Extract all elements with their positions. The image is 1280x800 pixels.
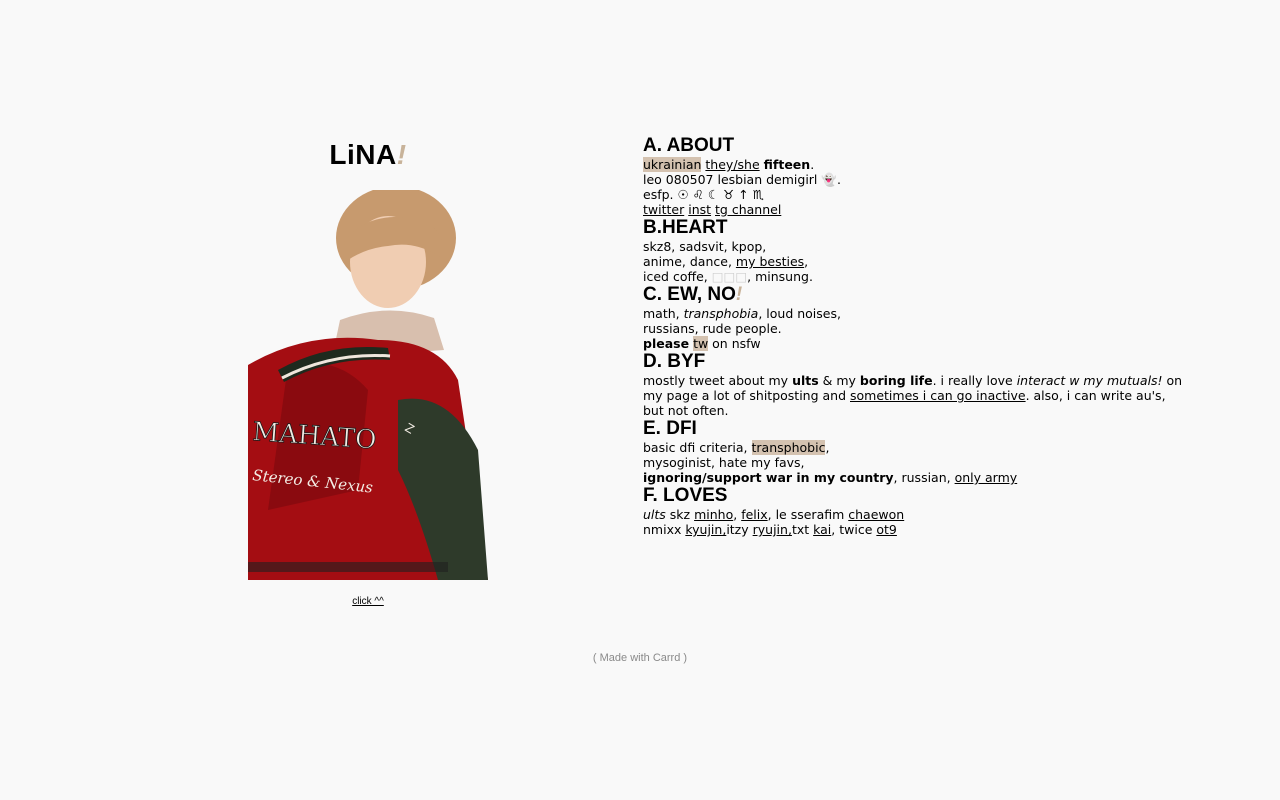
ryujin-link[interactable]: ryujin, — [752, 522, 792, 537]
dfi-line-3: ignoring/support war in my country, russian, only army — [643, 470, 1018, 485]
about-heading: A. ABOUT — [643, 135, 735, 156]
heart-heading: B.HEART — [643, 217, 728, 238]
telegram-link[interactable]: tg channel — [715, 202, 782, 217]
profile-name — [248, 138, 488, 172]
footer-label[interactable]: ( Made with Carrd ) — [592, 652, 688, 664]
chaewon-link[interactable]: chaewon — [848, 507, 905, 522]
only-army-link[interactable]: only army — [954, 470, 1018, 485]
svg-text:MAHATO: MAHATO — [251, 417, 378, 456]
svg-text:Stereo & Nexus: Stereo & Nexus — [251, 466, 374, 497]
nationality-badge: ukrainian — [643, 157, 702, 172]
heart-line-1: skz8, sadsvit, kpop, — [643, 239, 767, 254]
minho-link[interactable]: minho — [694, 507, 734, 522]
tw-badge: tw — [693, 336, 709, 351]
byf-paragraph: mostly tweet about my ults & my boring life. i really love interact w my mutuals! on my page a lot of shitposting and sometimes i can go inactive. also, i can write au's, but not often. — [643, 373, 1183, 418]
dfi-heading: E. DFI — [643, 418, 697, 439]
faint-glyphs: □□□ — [711, 269, 748, 284]
dfi-line-1: basic dfi criteria, transphobic, — [643, 440, 830, 455]
transphobic-badge: transphobic — [751, 440, 826, 455]
svg-text:Z: Z — [402, 420, 417, 437]
byf-heading: D. BYF — [643, 351, 706, 372]
felix-link[interactable]: felix — [741, 507, 768, 522]
profile-name-text: LiNA — [329, 139, 397, 170]
social-links — [643, 202, 1183, 217]
about-line-3: esfp. ☉ ♌ ☾ ♉ ↑ ♏ — [643, 187, 764, 202]
profile-photo — [248, 190, 488, 580]
loves-line-1: ults skz minho, felix, le sserafim chaewon — [643, 507, 905, 522]
heart-line-2: anime, dance, my besties, — [643, 254, 809, 269]
loves-heading: F. LOVES — [643, 485, 728, 506]
ew-line-2: russians, rude people. — [643, 321, 782, 336]
kyujin-link[interactable]: kyujin, — [685, 522, 727, 537]
about-line-1: ukrainian they/she fifteen. — [643, 157, 815, 172]
loves-line-2: nmixx kyujin,itzy ryujin,txt kai, twice ot9 — [643, 522, 897, 537]
click-link[interactable]: click ^^ — [352, 596, 384, 607]
age-text: fifteen — [763, 157, 811, 172]
profile-name-accent: ! — [396, 139, 407, 170]
profile-column — [248, 138, 488, 607]
inactive-link[interactable]: sometimes i can go inactive — [850, 388, 1026, 403]
ew-heading: C. EW, NO! — [643, 284, 743, 305]
ot9-link[interactable]: ot9 — [876, 522, 897, 537]
made-with-carrd-footer[interactable] — [0, 652, 1280, 664]
instagram-link[interactable]: inst — [688, 202, 712, 217]
besties-link[interactable]: my besties — [735, 254, 805, 269]
ew-line-3: please tw on nsfw — [643, 336, 761, 351]
kai-link[interactable]: kai — [813, 522, 832, 537]
pronouns-link[interactable]: they/she — [705, 157, 760, 172]
dfi-line-2: mysoginist, hate my favs, — [643, 455, 805, 470]
about-line-2: leo 080507 lesbian demigirl 👻. — [643, 172, 841, 187]
heart-line-3: iced coffe, □□□, minsung. — [643, 269, 813, 284]
profile-photo-illustration — [248, 190, 488, 580]
ew-line-1: math, transphobia, loud noises, — [643, 306, 841, 321]
info-column — [643, 135, 1183, 537]
twitter-link[interactable]: twitter — [643, 202, 685, 217]
